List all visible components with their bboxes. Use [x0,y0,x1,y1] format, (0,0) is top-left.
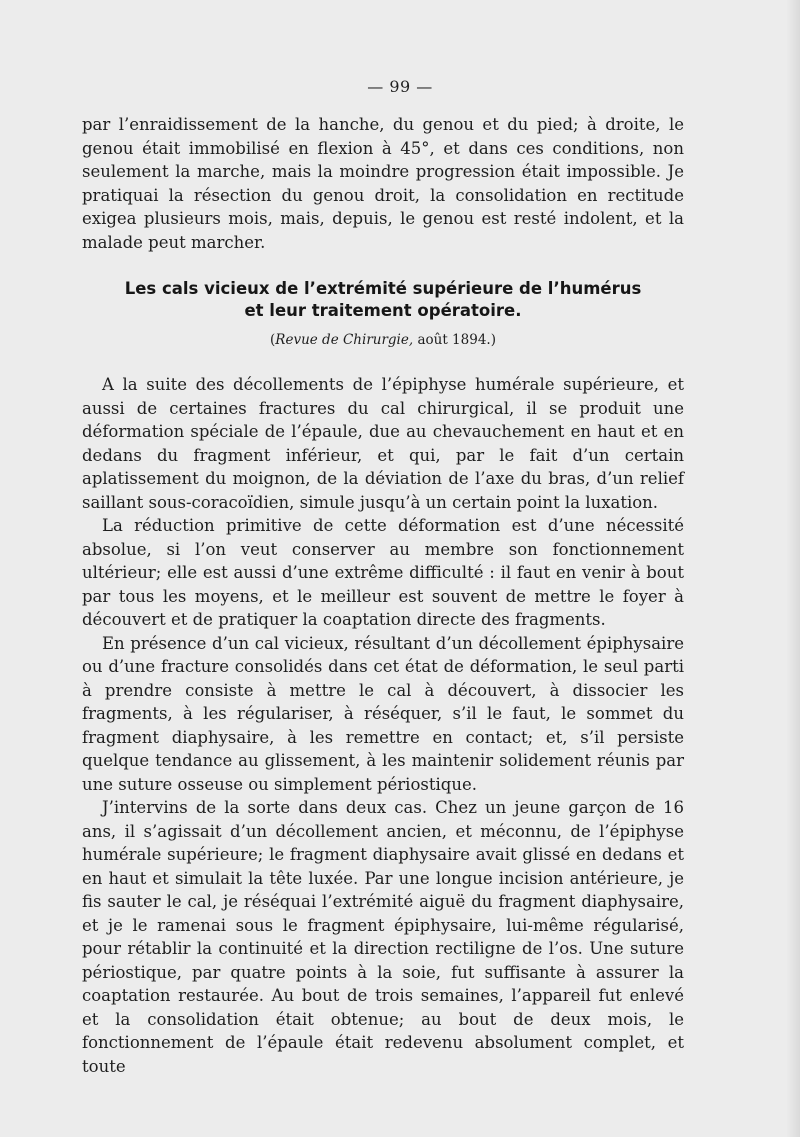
citation-date: août 1894.) [417,332,496,348]
article-title [82,278,684,322]
citation-open-paren: ( [270,332,276,348]
article-title-line-2: et leur traitement opératoire. [244,301,522,320]
citation-journal: Revue de Chirurgie, [275,332,414,348]
page-number: — 99 — [367,77,433,96]
article-body [82,373,684,1078]
body-paragraph: La réduction primitive de cette déformation est d’une nécessité absolue, si l’on veut conserver au membre son fonctionnement ultérieur; elle est aussi d’une extrême difficulté : il faut en venir à bout par tous les moyens, et le meilleur est souvent de mettre le foyer à découvert et de pratiquer la coaptation directe des fragments. [82,516,684,629]
intro-paragraph: par l’enraidissement de la hanche, du genou et du pied; à droite, le genou était immobilisé en flexion à 45°, et dans ces conditions, non seulement la marche, mais la moindre progression était impossible. Je pratiquai la résection du genou droit, la consolidation en rectitude exigea plusieurs mois, mais, depuis, le genou est resté indolent, et la malade peut marcher. [82,115,684,252]
article-title-line-1: Les cals vicieux de l’extrémité supérieure de l’humérus [124,279,642,298]
body-paragraph: En présence d’un cal vicieux, résultant d’un décollement épiphysaire ou d’une fracture consolidés dans cet état de déformation, le seul parti à prendre consiste à mettre le cal à découvert, à dissocier les fragments, à les régulariser, à réséquer, s’il le faut, le sommet du fragment diaphysaire, à les remettre en contact; et, s’il persiste quelque tendance au glissement, à les maintenir solidement réunis par une suture osseuse ou simplement périostique. [82,633,684,794]
intro-paragraph-block [82,113,684,254]
article-citation [82,331,684,349]
body-paragraph: J’intervins de la sorte dans deux cas. Chez un jeune garçon de 16 ans, il s’agissait d’un décollement ancien, et méconnu, de l’épiphyse humérale supérieure; le fragment diaphysaire avait glissé en dedans et en haut et simulait la tête luxée. Par une longue incision antérieure, je fis sauter le cal, je réséquai l’extrémité aiguë du fragment diaphysaire, et je le ramenai sous le fragment épiphysaire, lui-même régularisé, pour rétablir la continuité et la direction rectiligne de l’os. Une suture périostique, par quatre points à la soie, fut suffisante à assurer la coaptation restaurée. Au bout de trois semaines, l’appareil fut enlevé et la consolidation était obtenue; au bout de deux mois, le fonctionnement de l’épaule était redevenu absolument complet, et toute [82,798,684,1076]
page-edge-shadow [786,0,800,1137]
body-paragraph: A la suite des décollements de l’épiphyse humérale supérieure, et aussi de certaines fractures du cal chirurgical, il se produit une déformation spéciale de l’épaule, due au chevauchement en haut et en dedans du fragment inférieur, et qui, par le fait d’un certain aplatissement du moignon, de la déviation de l’axe du bras, d’un relief saillant sous-coracoïdien, simule jusqu’à un certain point la luxation. [82,375,684,512]
